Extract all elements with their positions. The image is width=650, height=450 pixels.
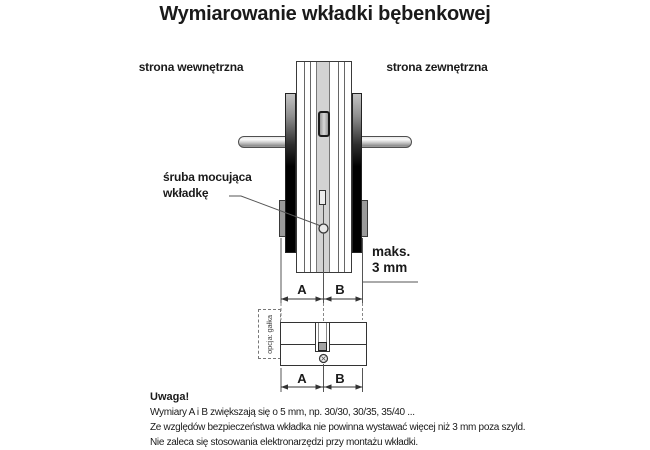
door-cross-section — [296, 61, 352, 273]
mounting-screw-label — [163, 169, 273, 201]
inner-side-label: strona wewnętrzna — [138, 60, 244, 74]
dimension-a-label-bottom: A — [297, 371, 307, 386]
spindle-rod-inner — [238, 136, 287, 148]
max-protrusion-line1: maks. — [372, 244, 411, 259]
cam-detail — [319, 190, 326, 205]
outer-side-label: strona zewnętrzna — [386, 60, 488, 74]
note-line: Ze względów bezpieczeństwa wkładka nie powinna wystawać więcej niż 3 mm poza szyld. — [150, 422, 526, 433]
dimension-a-label-top: A — [297, 282, 307, 297]
mounting-screw-label-line1: śruba mocująca — [163, 170, 252, 184]
escutcheon-plate-outer — [352, 93, 362, 253]
arrowhead — [281, 296, 288, 301]
cylinder-side-view — [280, 322, 367, 366]
arrowhead — [316, 384, 323, 389]
knob-option-label: opcja: gałka — [265, 314, 275, 354]
door-layer-line — [304, 62, 305, 272]
door-layer-line — [310, 62, 311, 272]
arrowhead — [316, 296, 323, 301]
door-layer-line — [344, 62, 345, 272]
page-title: Wymiarowanie wkładki bębenkowej — [159, 3, 491, 25]
notes-block — [150, 390, 650, 450]
notes-heading: Uwaga! — [150, 391, 190, 403]
dimension-b-label-bottom: B — [335, 371, 345, 386]
arrowhead — [356, 384, 363, 389]
arrowhead — [281, 384, 288, 389]
knob-option-box — [258, 309, 281, 359]
escutcheon-plate-inner — [285, 93, 296, 253]
cam-slot — [315, 323, 330, 352]
door-layer-line — [338, 62, 339, 272]
keyhole-cover — [318, 111, 330, 137]
max-protrusion-label — [372, 244, 410, 276]
cylinder-through-door — [316, 62, 330, 272]
arrowhead — [325, 296, 332, 301]
note-line: Wymiary A i B zwiększają się o 5 mm, np. 30/30, 30/35, 35/40 ... — [150, 407, 415, 418]
spindle-rod-outer — [361, 136, 412, 148]
dimension-b-label-top: B — [335, 282, 345, 297]
note-line: Nie zaleca się stosowania elektronarzędzi przy montażu wkładki. — [150, 437, 418, 448]
cam-plug — [318, 342, 327, 351]
max-protrusion-line2: 3 mm — [372, 260, 408, 275]
arrowhead — [356, 296, 363, 301]
arrowhead — [325, 384, 332, 389]
mounting-screw-label-line2: wkładkę — [163, 186, 209, 200]
